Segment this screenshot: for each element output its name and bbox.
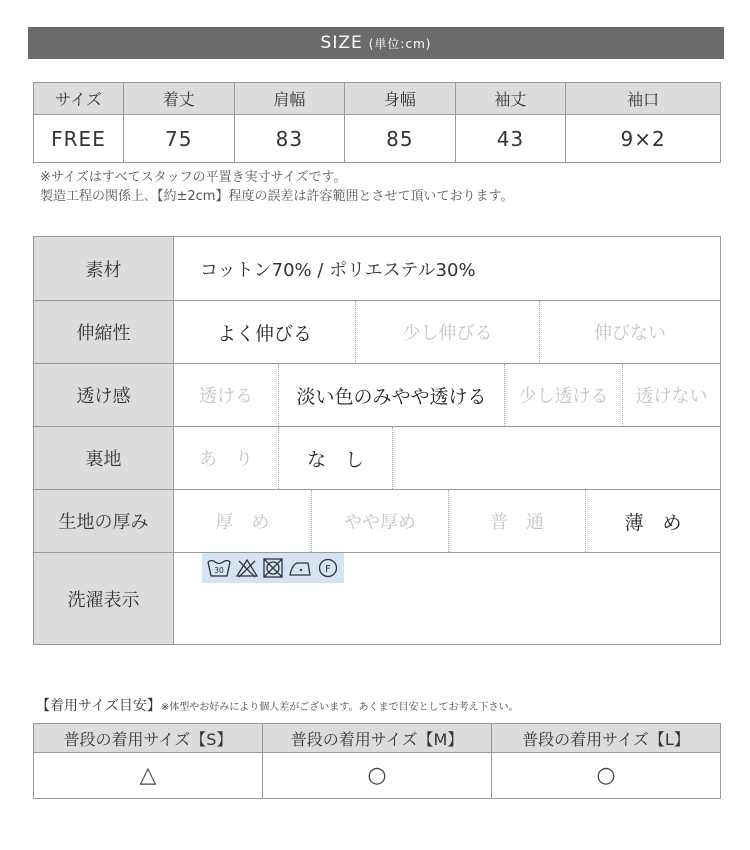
spec-label-material: 素材 — [34, 237, 174, 300]
spec-label-lining: 裏地 — [34, 427, 174, 489]
size-header-width: 身幅 — [345, 83, 456, 115]
fit-mark-s: △ — [34, 753, 263, 799]
spec-row-thickness — [34, 489, 720, 552]
fit-mark-l: ○ — [492, 753, 721, 799]
size-value-shoulder: 83 — [234, 115, 345, 163]
lining-option: な し — [279, 427, 393, 489]
fit-header-m: 普段の着用サイズ【M】 — [263, 724, 492, 753]
size-header-size: サイズ — [34, 83, 124, 115]
spec-table — [33, 236, 721, 645]
stretch-option: よく伸びる — [174, 301, 356, 363]
sheer-option: 透ける — [174, 364, 279, 426]
size-value-length: 75 — [124, 115, 235, 163]
svg-text:F: F — [324, 564, 331, 575]
material-value: コットン70% / ポリエステル30% — [200, 259, 476, 281]
spec-row-care — [34, 552, 720, 644]
size-value-sleeve: 43 — [455, 115, 566, 163]
table-row — [34, 753, 721, 799]
thickness-option: やや厚め — [312, 490, 449, 552]
spec-row-sheer — [34, 363, 720, 426]
thickness-option: 薄 め — [624, 511, 682, 534]
svg-text:30: 30 — [214, 566, 224, 575]
size-value-size: FREE — [34, 115, 124, 163]
stretch-option: 伸びない — [594, 323, 666, 344]
sheer-option: 淡い色のみやや透ける — [279, 364, 505, 426]
wash-30-icon — [206, 557, 232, 579]
size-banner — [28, 27, 724, 59]
spec-row-stretch — [34, 300, 720, 363]
note-line: ※サイズはすべてスタッフの平置き実寸サイズです。 — [40, 170, 347, 185]
spec-row-material — [34, 237, 720, 300]
size-table-header — [34, 83, 721, 115]
fit-guide-title — [36, 695, 518, 715]
no-bleach-icon — [235, 557, 259, 579]
fit-header-s: 普段の着用サイズ【S】 — [34, 724, 263, 753]
dry-clean-f-icon — [316, 557, 340, 579]
care-symbols — [202, 553, 344, 583]
lining-option: あ り — [174, 427, 279, 489]
iron-low-icon — [287, 557, 313, 579]
size-value-cuff: 9×2 — [566, 115, 721, 163]
stretch-option: 少し伸びる — [356, 301, 540, 363]
fit-mark-m: ○ — [263, 753, 492, 799]
spec-label-sheer: 透け感 — [34, 364, 174, 426]
size-header-cuff: 袖口 — [566, 83, 721, 115]
size-notes — [40, 168, 513, 206]
lining-empty — [393, 427, 720, 489]
size-header-shoulder: 肩幅 — [234, 83, 345, 115]
fit-header-l: 普段の着用サイズ【L】 — [492, 724, 721, 753]
note-line: 製造工程の関係上､【約±2cm】程度の誤差は許容範囲とさせて頂いております。 — [40, 189, 514, 204]
size-value-width: 85 — [345, 115, 456, 163]
banner-title: SIZE — [320, 33, 363, 53]
fit-table — [33, 723, 721, 799]
spec-label-care: 洗濯表示 — [34, 553, 174, 644]
fit-guide-heading: 【着用サイズ目安】 — [36, 698, 161, 714]
thickness-option: 普 通 — [449, 490, 586, 552]
size-table — [33, 82, 721, 163]
fit-table-header — [34, 724, 721, 753]
thickness-option: 厚 め — [174, 490, 312, 552]
size-header-sleeve: 袖丈 — [455, 83, 566, 115]
spec-row-lining — [34, 426, 720, 489]
spec-label-stretch: 伸縮性 — [34, 301, 174, 363]
fit-guide-note: ※体型やお好みにより個人差がございます。あくまで目安としてお考え下さい。 — [160, 702, 519, 713]
sheer-option: 少し透ける — [505, 364, 623, 426]
size-header-length: 着丈 — [124, 83, 235, 115]
banner-unit: (単位:cm) — [368, 36, 432, 51]
no-tumble-dry-icon — [261, 557, 285, 579]
sheer-option: 透けない — [635, 386, 708, 407]
table-row — [34, 115, 721, 163]
spec-label-thickness: 生地の厚み — [34, 490, 174, 552]
